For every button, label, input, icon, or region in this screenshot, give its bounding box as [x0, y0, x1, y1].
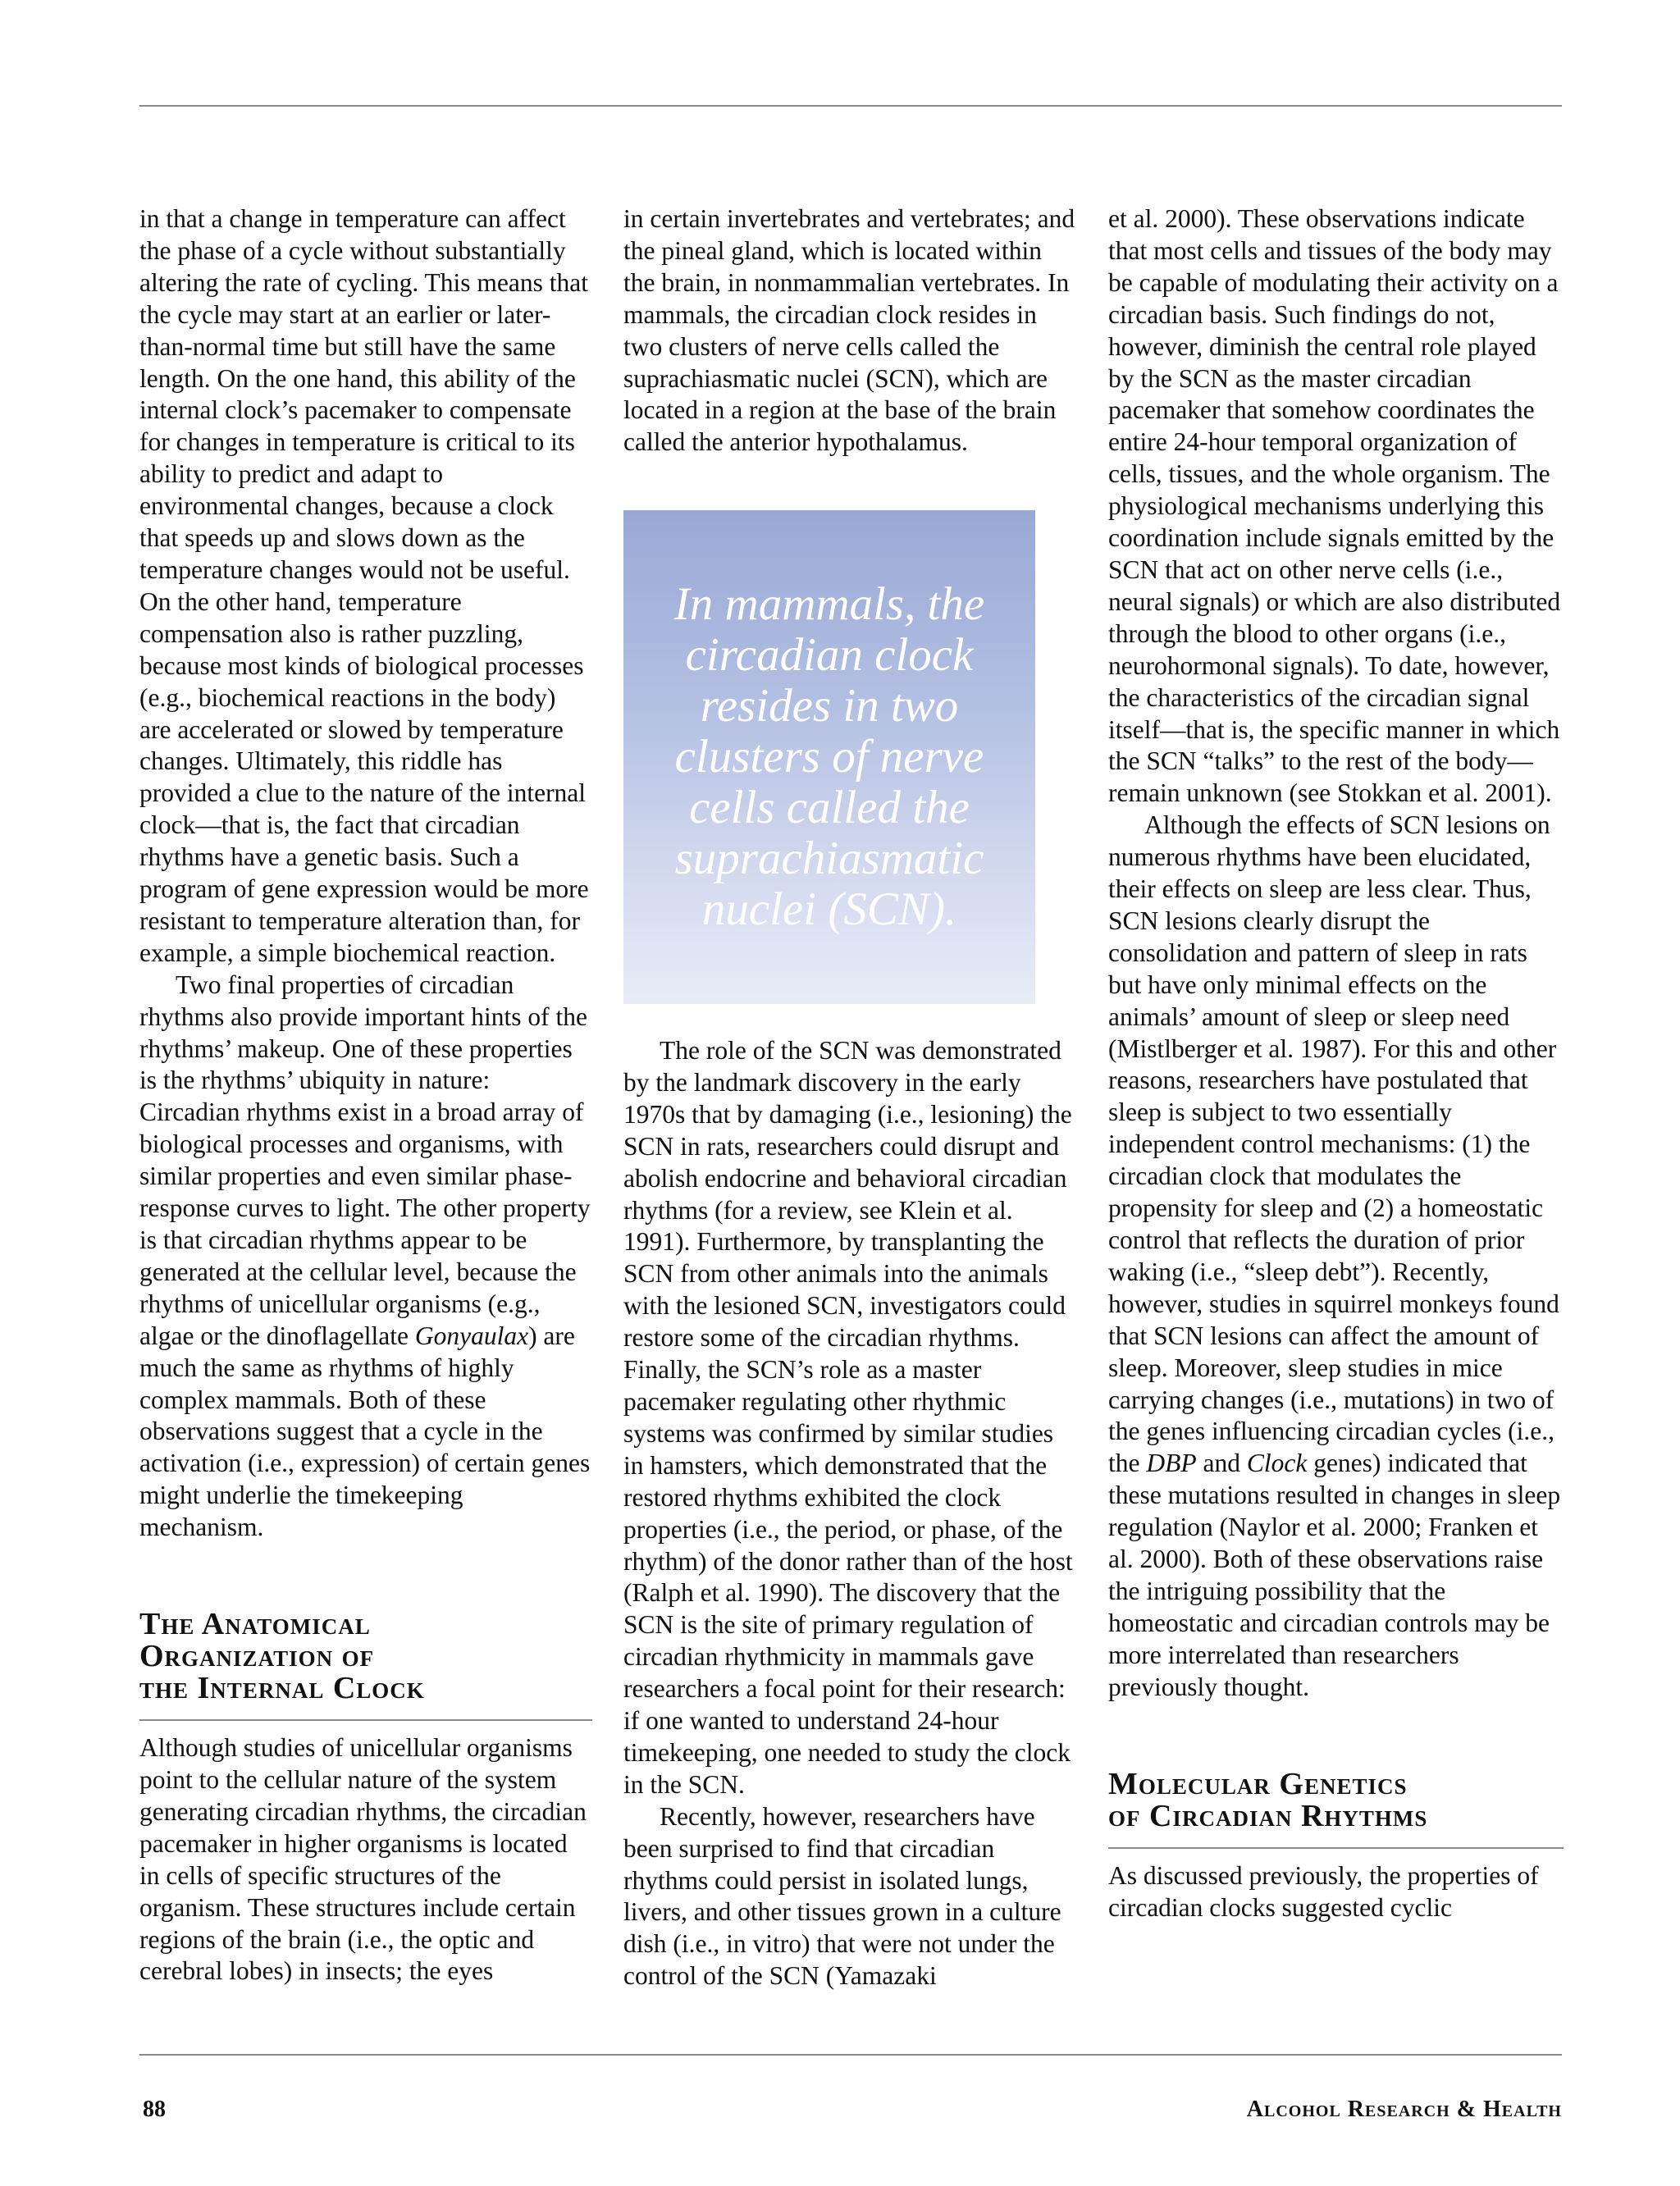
section-heading-molecular: Molecular Genetics of Circadian Rhythms — [1108, 1768, 1564, 1849]
paragraph: et al. 2000). These observations indicate that most cells and tissues of the body may be capable of modulating their activity on a circadian basis. Such findings do not, however, diminish the central role played by the SCN as the master circadian pacemaker that somehow coordinates the entire 24-hour temporal organization of cells, tissues, and the whole organism. The physiological mechanisms underlying this coordination include signals emitted by the SCN that act on other nerve cells (i.e., neural signals) or which are also distributed through the blood to other organs (i.e., neurohormonal signals). To date, however, the characteristics of the circadian signal itself—that is, the specific manner in which the SCN “talks” to the rest of the body—remain unknown (see Stokkan et al. 2001). — [1108, 204, 1561, 808]
pull-quote-box — [623, 510, 1035, 1004]
column-2 — [623, 203, 1076, 459]
journal-title: Alcohol Research & Health — [1246, 2097, 1562, 2122]
paragraph: Two final properties of circadian rhythms also provide important hints of the rhythms’ makeup. One of these properties is the rhythms’ ubiquity in nature: Circadian rhythms exist in a broad array of biological processes and organisms, with similar properties and even similar phase-response curves to light. The other property is that circadian rhythms appear to be generated at the cellular level, because the rhythms of unicellular organisms (e.g., algae or the dinoflagellate Gonyaulax) are much the same as rhythms of highly complex mammals. Both of these observations suggest that a cycle in the activation (i.e., expression) of certain genes might underlie the timekeeping mechanism. — [139, 970, 591, 1542]
top-rule — [139, 105, 1562, 107]
paragraph: in certain invertebrates and vertebrates; and the pineal gland, which is located within the brain, in nonmammalian vertebrates. In mammals, the circadian clock resides in two clusters of nerve cells called the suprachiasmatic nuclei (SCN), which are located in a region at the base of the brain called the anterior hypothalamus. — [623, 204, 1075, 457]
column-3 — [1108, 203, 1564, 1924]
bottom-rule — [139, 2054, 1562, 2056]
column-1 — [139, 203, 592, 1987]
section-heading-anatomical: The Anatomical Organization of the Internal Clock — [139, 1609, 592, 1721]
paragraph: Although the effects of SCN lesions on numerous rhythms have been elucidated, their effects on sleep are less clear. Thus, SCN lesions clearly disrupt the consolidation and pattern of sleep in rats but have only minimal effects on the animals’ amount of sleep or sleep need (Mistlberger et al. 1987). For this and other reasons, researchers have postulated that sleep is subject to two essentially independent control mechanisms: (1) the circadian clock that modulates the propensity for sleep and (2) a homeostatic control that reflects the duration of prior waking (i.e., “sleep debt”). Recently, however, studies in squirrel monkeys found that SCN lesions can affect the amount of sleep. Moreover, sleep studies in mice carrying changes (i.e., mutations) in two of the genes influencing circadian cycles (i.e., the DBP and Clock genes) indicated that these mutations resulted in changes in sleep regulation (Naylor et al. 2000; Franken et al. 2000). Both of these observations raise the intriguing possibility that the homeostatic and circadian controls may be more interrelated than researchers previously thought. — [1108, 810, 1561, 1701]
italic-term: DBP — [1146, 1449, 1197, 1478]
paragraph: Recently, however, researchers have been surprised to find that circadian rhythms could persist in isolated lungs, livers, and other tissues grown in a culture dish (i.e., in vitro) that were not under the control of the SCN (Yamazaki — [623, 1801, 1061, 1991]
pull-quote-text: In mammals, the circadian clock resides in two clusters of nerve cells called the suprachiasmatic nuclei (SCN). — [673, 578, 985, 935]
italic-term: Clock — [1246, 1449, 1308, 1478]
column-2-lower — [623, 1035, 1076, 1992]
italic-term: Gonyaulax — [414, 1321, 529, 1350]
paragraph: Although studies of unicellular organisms point to the cellular nature of the system generating circadian rhythms, the circadian pacemaker in higher organisms is located in cells of specific structures of the organism. These structures include certain regions of the brain (i.e., the optic and cerebral lobes) in insects; the eyes — [139, 1733, 587, 1986]
page-number: 88 — [143, 2097, 166, 2122]
paragraph: As discussed previously, the properties of circadian clocks suggested cyclic — [1108, 1860, 1539, 1922]
paragraph: The role of the SCN was demonstrated by the landmark discovery in the early 1970s that by damaging (i.e., lesioning) the SCN in rats, researchers could disrupt and abolish endocrine and behavioral circadian rhythms (for a review, see Klein et al. 1991). Furthermore, by transplanting the SCN from other animals into the animals with the lesioned SCN, investigators could restore some of the circadian rhythms. Finally, the SCN’s role as a master pacemaker regulating other rhythmic systems was confirmed by similar studies in hamsters, which demonstrated that the restored rhythms exhibited the clock properties (i.e., the period, or phase, of the rhythm) of the donor rather than of the host (Ralph et al. 1990). The discovery that the SCN is the site of primary regulation of circadian rhythmicity in mammals gave researchers a focal point for their research: if one wanted to understand 24-hour timekeeping, one needed to study the clock in the SCN. — [623, 1036, 1073, 1799]
paragraph: in that a change in temperature can affect the phase of a cycle without substantially altering the rate of cycling. This means that the cycle may start at an earlier or later-than-normal time but still have the same length. On the one hand, this ability of the internal clock’s pacemaker to compensate for changes in temperature is critical to its ability to predict and adapt to environmental changes, because a clock that speeds up and slows down as the temperature changes would not be useful. On the other hand, temperature compensation also is rather puzzling, because most kinds of biological processes (e.g., biochemical reactions in the body) are accelerated or slowed by temperature changes. Ultimately, this riddle has provided a clue to the nature of the internal clock—that is, the fact that circadian rhythms have a genetic basis. Such a program of gene expression would be more resistant to temperature alteration than, for example, a simple biochemical reaction. — [139, 204, 589, 967]
